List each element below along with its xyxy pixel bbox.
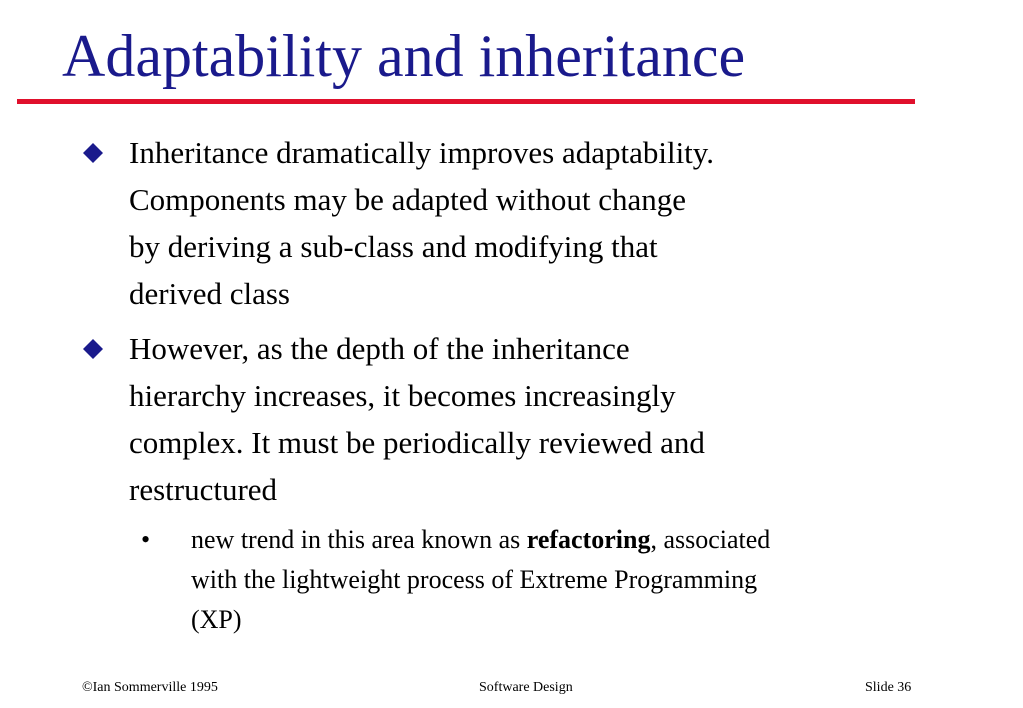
diamond-bullet-icon	[82, 142, 104, 164]
sub-bullet-pre: new trend in this area known as	[191, 525, 527, 554]
slide-title: Adaptability and inheritance	[62, 23, 746, 89]
diamond-bullet-icon	[82, 338, 104, 360]
sub-bullet-dot: •	[141, 525, 151, 554]
footer-course-title: Software Design	[479, 680, 573, 695]
bullet-line: by deriving a sub-class and modifying that	[129, 229, 658, 264]
sub-bullet-post: , associated	[650, 525, 771, 554]
bullet-text-inheritance	[129, 129, 929, 317]
bullet-line: However, as the depth of the inheritance	[129, 331, 630, 366]
bullet-line: derived class	[129, 276, 290, 311]
bullet-line: restructured	[129, 472, 278, 507]
sub-bullet-line: (XP)	[191, 605, 242, 634]
sub-bullet-line: with the lightweight process of Extreme Programming	[191, 565, 758, 594]
bullet-line: hierarchy increases, it becomes increasingly	[129, 378, 676, 413]
bullet-text-hierarchy	[129, 325, 929, 513]
title-underline	[17, 99, 915, 104]
refactoring-term: refactoring	[526, 525, 651, 554]
bullet-line: complex. It must be periodically reviewed and	[129, 425, 705, 460]
bullet-line: Components may be adapted without change	[129, 182, 687, 217]
footer-copyright: ©Ian Sommerville 1995	[82, 680, 218, 695]
bullet-line: Inheritance dramatically improves adaptability.	[129, 135, 715, 170]
sub-bullet-text-refactoring	[191, 520, 991, 640]
footer-slide-number: Slide 36	[865, 680, 912, 695]
